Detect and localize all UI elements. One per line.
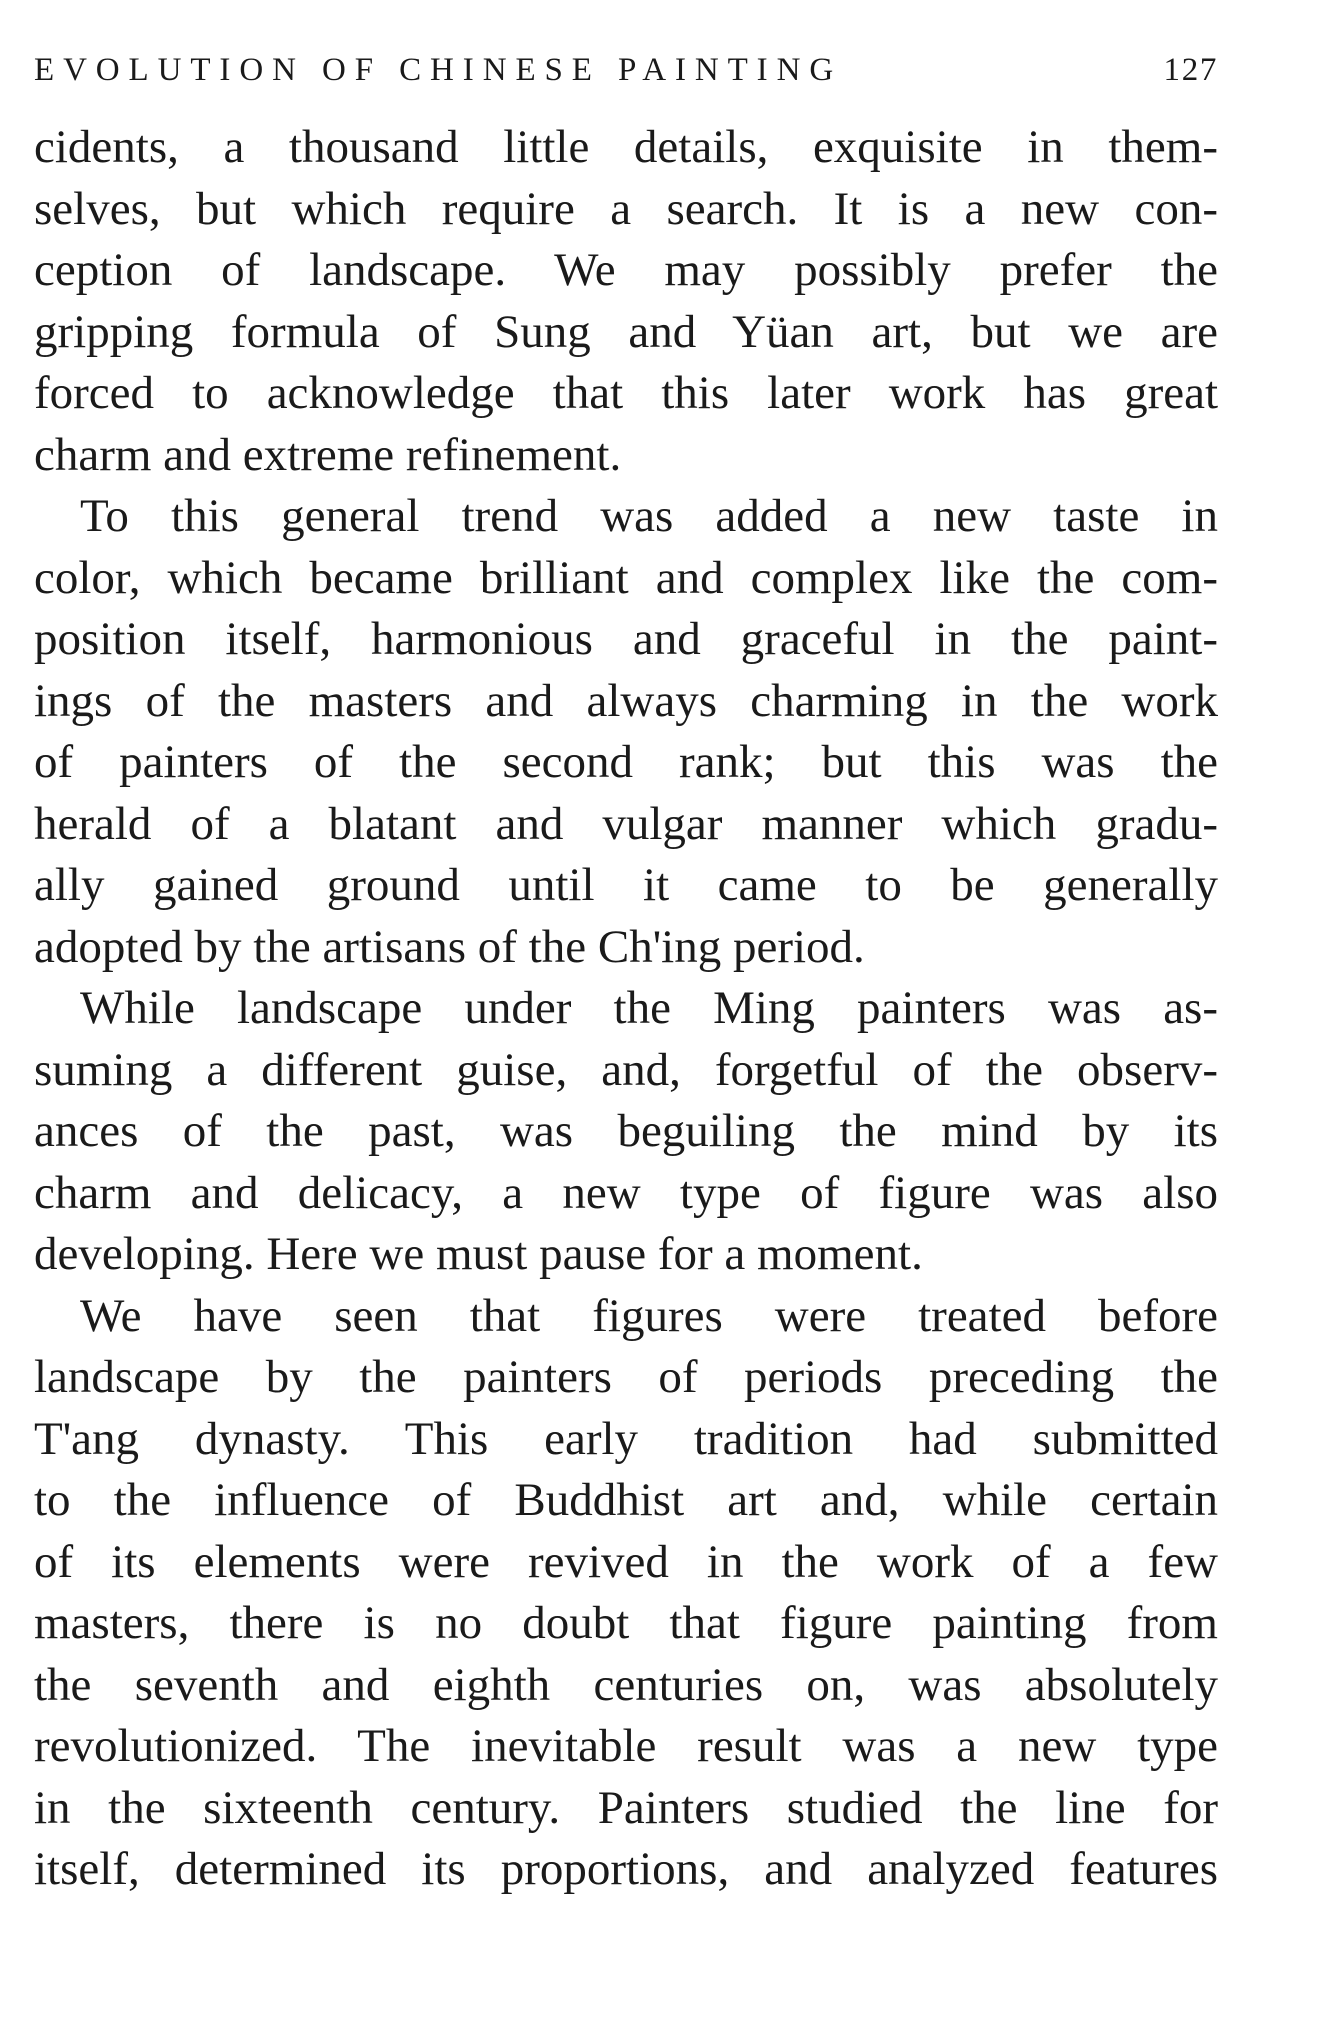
text-line: ally gained ground until it came to be generally bbox=[34, 859, 1218, 911]
paragraph-2 bbox=[34, 486, 1218, 978]
text-line: to the influence of Buddhist art and, while certain bbox=[34, 1474, 1218, 1526]
text-line: of painters of the second rank; but this was the bbox=[34, 736, 1218, 788]
paragraph-1 bbox=[34, 117, 1218, 486]
text-line: cidents, a thousand little details, exquisite in them- bbox=[34, 121, 1218, 173]
text-line: charm and delicacy, a new type of figure was also bbox=[34, 1166, 1218, 1219]
paragraph-3 bbox=[34, 978, 1218, 1286]
text-line: ances of the past, was beguiling the mind by its bbox=[34, 1105, 1218, 1157]
book-page bbox=[34, 0, 1218, 2043]
page-number: 127 bbox=[1163, 52, 1218, 88]
text-line: T'ang dynasty. This early tradition had submitted bbox=[34, 1412, 1218, 1465]
text-line: masters, there is no doubt that figure painting from bbox=[34, 1597, 1218, 1649]
text-line: itself, determined its proportions, and analyzed features bbox=[34, 1843, 1218, 1895]
text-line: position itself, harmonious and graceful in the paint- bbox=[34, 613, 1218, 665]
running-title: EVOLUTION OF CHINESE PAINTING bbox=[34, 52, 843, 88]
paragraph-4 bbox=[34, 1286, 1218, 1901]
text-line: in the sixteenth century. Painters studied the line for bbox=[34, 1781, 1218, 1834]
text-line: To this general trend was added a new taste in bbox=[80, 490, 1218, 542]
text-line: herald of a blatant and vulgar manner which gradu- bbox=[34, 797, 1218, 850]
text-line: forced to acknowledge that this later work has great bbox=[34, 367, 1218, 419]
text-line: developing. Here we must pause for a moment. bbox=[34, 1228, 923, 1280]
text-line: suming a different guise, and, forgetful of the observ- bbox=[34, 1043, 1218, 1096]
text-line: selves, but which require a search. It is a new con- bbox=[34, 182, 1218, 235]
text-line: landscape by the painters of periods preceding the bbox=[34, 1351, 1218, 1403]
body-text bbox=[34, 117, 1218, 1901]
text-line: ception of landscape. We may possibly prefer the bbox=[34, 244, 1218, 296]
text-line: of its elements were revived in the work of a few bbox=[34, 1535, 1218, 1588]
text-line: charm and extreme refinement. bbox=[34, 428, 622, 481]
text-line: gripping formula of Sung and Yüan art, but we are bbox=[34, 305, 1218, 358]
text-line: the seventh and eighth centuries on, was absolutely bbox=[34, 1658, 1218, 1711]
text-line: color, which became brilliant and complex like the com- bbox=[34, 551, 1218, 604]
text-line: revolutionized. The inevitable result was a new type bbox=[34, 1720, 1218, 1772]
text-line: ings of the masters and always charming in the work bbox=[34, 674, 1218, 727]
text-line: While landscape under the Ming painters was as- bbox=[80, 982, 1218, 1034]
text-line: We have seen that figures were treated before bbox=[80, 1289, 1218, 1342]
text-line: adopted by the artisans of the Ch'ing period. bbox=[34, 920, 865, 973]
running-header bbox=[34, 48, 1218, 92]
